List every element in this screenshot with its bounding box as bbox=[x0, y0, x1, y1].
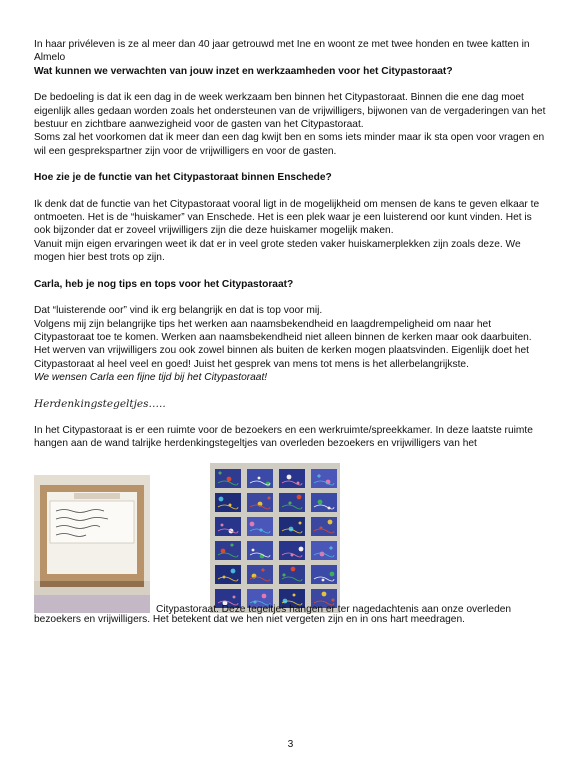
memorial-tile bbox=[311, 469, 337, 488]
memorial-tile bbox=[279, 493, 305, 512]
memorial-tile bbox=[215, 469, 241, 488]
memorial-tile bbox=[247, 541, 273, 560]
memorial-tile bbox=[247, 517, 273, 536]
tiles-paragraph: In het Citypastoraat is er een ruimte voor de bezoekers en een werkruimte/spreekkamer. In deze laatste ruimte hangen aan de wand talrijke herdenkingstegeltjes van overleden bezoekers en vrijwilligers van het bbox=[34, 424, 533, 450]
tiles-caption-line-2: bezoekers en vrijwilligers. Het betekent dat we hen niet vergeten zijn en in ons hart meedragen. bbox=[34, 613, 465, 625]
answer-1: De bedoeling is dat ik een dag in de week werkzaam ben binnen het Citypastoraat. Binnen die ene dag moet eigenlijk alles gedaan worden zoals het ondersteunen van de vrijwilligers, bijwonen van de vergaderingen van het bestuur en zichtbare aanwezigheid voor de gasten van het Citypastoraat. bbox=[34, 92, 546, 131]
memorial-frame-photo bbox=[34, 475, 150, 613]
memorial-tile bbox=[247, 565, 273, 584]
memorial-tile bbox=[247, 493, 273, 512]
memorial-tile bbox=[279, 565, 305, 584]
memorial-tile bbox=[311, 565, 337, 584]
answer-2: Ik denk dat de functie van het Citypastoraat vooral ligt in de mogelijkheid om mensen de kans te geven elkaar te ontmoeten. Het is de “huiskamer” van Enschede. Het is een plek waar je een luisterend oor kunt vinden. Het is ook bijzonder dat er zoveel vrijwilligers zijn die deze huiskamer mogelijk maken. bbox=[34, 198, 540, 237]
document-page bbox=[34, 38, 548, 626]
intro-paragraph: In haar privéleven is ze al meer dan 40 jaar getrouwd met Ine en woont ze met twee honden en twee katten in Almelo bbox=[34, 39, 530, 64]
image-row bbox=[34, 463, 548, 613]
memorial-tile bbox=[311, 541, 337, 560]
tiles-caption-line-1: Citypastoraat. Deze tegeltjes hangen er ter nagedachtenis aan onze overleden bbox=[156, 603, 512, 615]
section-heading-tiles: Herdenkingstegeltjes….. bbox=[34, 397, 166, 410]
memorial-tile bbox=[279, 517, 305, 536]
answer-1b: Soms zal het voorkomen dat ik meer dan een dag kwijt ben en soms iets minder maar ik sta open voor vragen en wil een gesprekspartner zijn voor de vrijwilligers en voor de gasten. bbox=[34, 132, 545, 157]
closing-wish: We wensen Carla een fijne tijd bij het Citypastoraat! bbox=[34, 372, 268, 384]
answer-2b: Vanuit mijn eigen ervaringen weet ik dat er in veel grote steden vaker huiskamerplekken zijn zoals deze. We mogen hier best trots op zijn. bbox=[34, 238, 521, 264]
memorial-tile bbox=[247, 469, 273, 488]
memorial-tile bbox=[215, 565, 241, 584]
memorial-tile bbox=[279, 469, 305, 488]
question-1: Wat kunnen we verwachten van jouw inzet en werkzaamheden voor het Citypastoraat? bbox=[34, 65, 453, 77]
memorial-tile bbox=[311, 517, 337, 536]
tiles-wall-illustration bbox=[210, 463, 340, 613]
answer-3: Dat “luisterende oor” vind ik erg belangrijk en dat is top voor mij. bbox=[34, 305, 323, 317]
answer-3b: Volgens mij zijn belangrijke tips het werken aan naamsbekendheid en laagdrempeligheid om naar het Citypastoraat toe te komen. Werken aan naamsbekendheid niet alleen binnen de kerken maar ook daarbuiten. Het werven van vrijwilligers zou ook zowel binnen als buiten de kerken mogen plaatsvinden. Eigenlijk doet het Citypastoraat al heel veel en goed! Juist het gesprek van mens tot mens is het allerbelangrijkste. bbox=[34, 318, 532, 370]
frame-illustration bbox=[34, 475, 150, 613]
memorial-tiles-photo bbox=[210, 463, 340, 613]
memorial-tile bbox=[311, 493, 337, 512]
memorial-tile bbox=[215, 541, 241, 560]
question-2: Hoe zie je de functie van het Citypastoraat binnen Enschede? bbox=[34, 172, 332, 184]
memorial-tile bbox=[279, 541, 305, 560]
question-3: Carla, heb je nog tips en tops voor het Citypastoraat? bbox=[34, 278, 294, 290]
memorial-tile bbox=[215, 493, 241, 512]
page-number: 3 bbox=[287, 739, 294, 750]
memorial-tile bbox=[215, 517, 241, 536]
